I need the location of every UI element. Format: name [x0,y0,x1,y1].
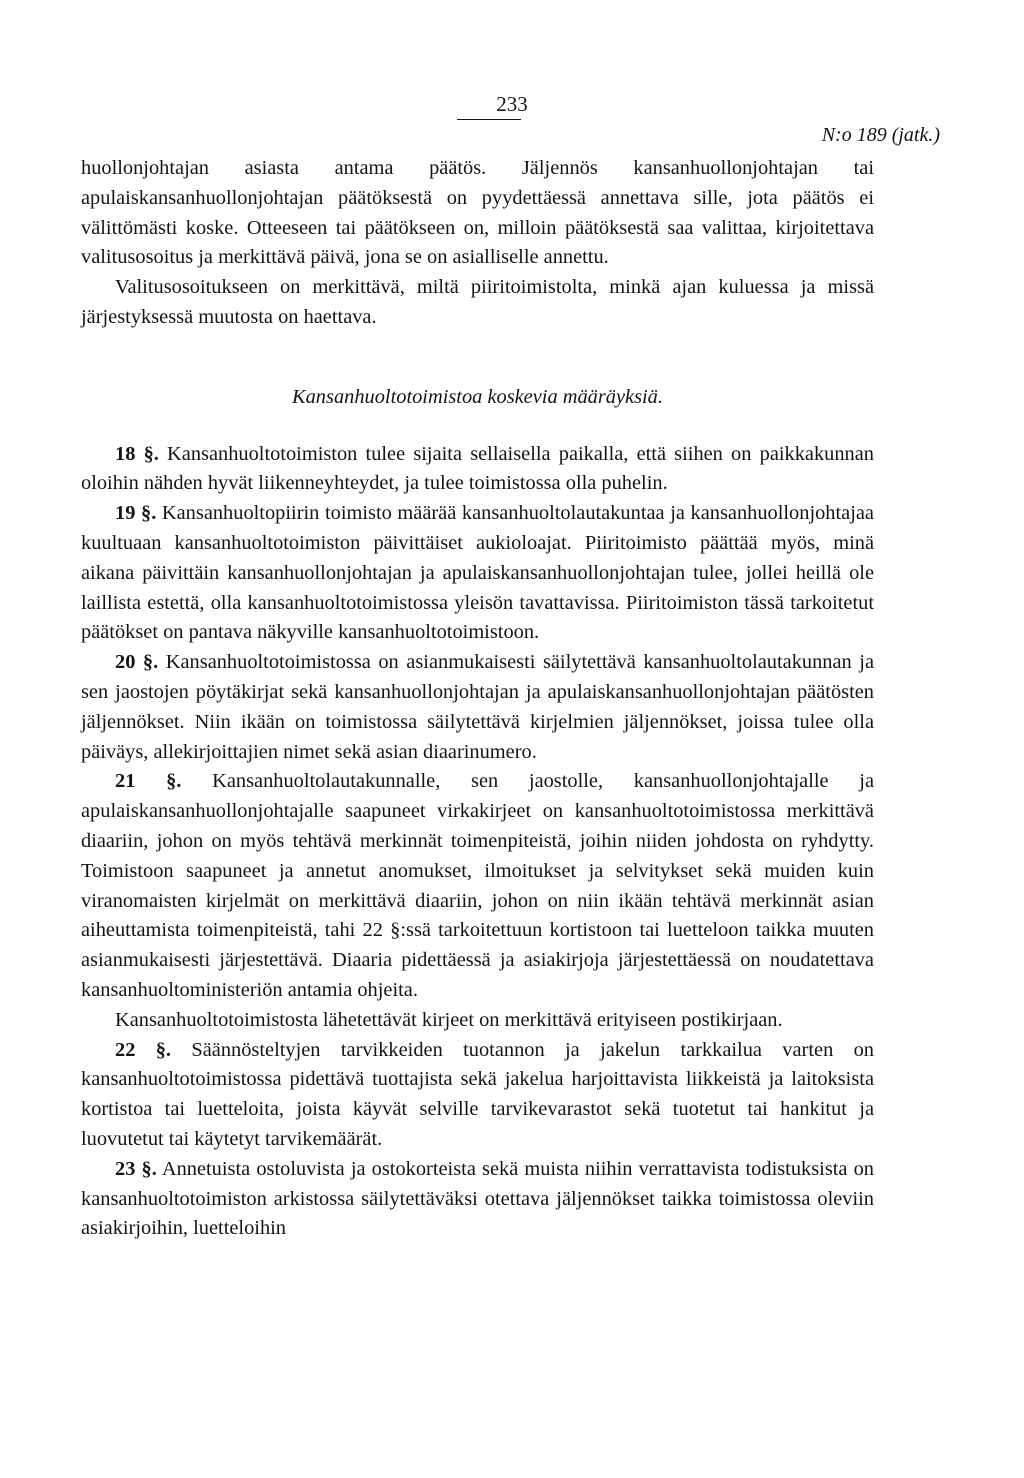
section-text: Annetuista ostoluvista ja ostokorteista sekä muista niihin verrattavista todistuksista on kansanhuoltotoimiston arkistossa säilytettäväksi otettava jäljennökset taikka toimistossa oleviin asiakirjoihin, luetteloihin [81,1157,874,1240]
section-18 [81,440,874,500]
section-text: Kansanhuoltotoimistossa on asianmukaisesti säilytettävä kansanhuoltolautakunnan ja sen jaostojen pöytäkirjat sekä kansanhuollonjohtajan ja apulaiskansanhuollonjohtajan päätösten jäljennökset. Niin ikään on toimistossa säilytettävä kirjelmien jäljennökset, joissa tulee olla päiväys, allekirjoittajien nimet sekä asian diaarinumero. [81,651,874,763]
paragraph-appeal: Valitusosoitukseen on merkittävä, miltä piiritoimistolta, minkä ajan kuluessa ja missä järjestyksessä muutosta on haettava. [81,276,874,328]
page-number-rule [457,119,521,120]
section-21 [81,767,874,1005]
section-19 [81,499,874,648]
section-22 [81,1036,874,1155]
section-number: 22 §. [115,1038,172,1061]
paragraph-intro: huollonjohtajan asiasta antama päätös. Jäljennös kansanhuollonjohtajan tai apulaiskansanhuollonjohtajan päätöksestä on pyydettäessä annettava sille, jota päätös ei välittömästi koske. Otteeseen tai päätökseen on, milloin päätöksestä saa valittaa, kirjoitettava valitusosoitus ja merkittävä päivä, jona se on asialliselle annettu. [81,157,874,269]
section-number: 19 §. [115,502,157,525]
body-text [81,154,874,1244]
section-number: 20 §. [115,651,159,674]
section-text: Kansanhuoltopiirin toimisto määrää kansanhuoltolautakuntaa ja kansanhuollonjohtajaa kuultuaan kansanhuoltotoimiston päivittäiset aukioloajat. Piiritoimisto päättää myös, minä aikana päivittäin kansanhuollonjohtajan ja apulaiskansanhuollonjohtajan tulee, jollei heillä ole laillista estettä, olla kansanhuoltotoimistossa yleisön tavattavissa. Piiritoimiston tässä tarkoitetut päätökset on pantava näkyville kansanhuoltotoimistoon. [81,502,874,644]
section-20 [81,648,874,767]
section-number: 23 §. [115,1157,157,1180]
section-23 [81,1155,874,1244]
paragraph-mail: Kansanhuoltotoimistosta lähetettävät kirjeet on merkittävä erityiseen postikirjaan. [115,1008,783,1031]
section-number: 21 §. [115,770,182,793]
running-head: N:o 189 (jatk.) [821,124,940,146]
section-text: Kansanhuoltotoimiston tulee sijaita sellaisella paikalla, että siihen on paikkakunnan oloihin nähden hyvät liikenneyhteydet, ja tulee toimistossa olla puhelin. [81,442,874,495]
section-heading: Kansanhuoltotoimistoa koskevia määräyksiä. [292,385,663,408]
section-text: Kansanhuoltolautakunnalle, sen jaostolle, kansanhuollonjohtajalle ja apulaiskansanhuollonjohtajalle saapuneet virkakirjeet on kansanhuoltotoimistossa merkittävä diaariin, johon on myös tehtävä merkinnät toimenpiteistä, joihin niiden johdosta on ryhdytty. Toimistoon saapuneet ja annetut anomukset, ilmoitukset ja selvitykset sekä muiden kuin viranomaisten kirjelmät on merkittävä diaariin, johon on niin ikään tehtävä merkinnät asian aiheuttamista toimenpiteistä, tahi 22 §:ssä tarkoitettuun kortistoon tai luetteloon taikka muuten asianmukaisesti järjestettävä. Diaaria pidettäessä ja asiakirjoja järjestettäessä on noudatettava kansanhuoltoministeriön antamia ohjeita. [81,770,875,1001]
section-number: 18 §. [115,442,159,465]
section-text: Säännösteltyjen tarvikkeiden tuotannon ja jakelun tarkkailua varten on kansanhuoltotoimistossa pidettävä tuottajista sekä jakelua harjoittavista liikkeistä ja laitoksista kortistoa tai luetteloita, joista käyvät selville tarvikevarastot sekä tuotetut tai hankitut ja luovutetut tai käytetyt tarvikemäärät. [81,1038,874,1150]
page-number: 233 [496,92,528,116]
